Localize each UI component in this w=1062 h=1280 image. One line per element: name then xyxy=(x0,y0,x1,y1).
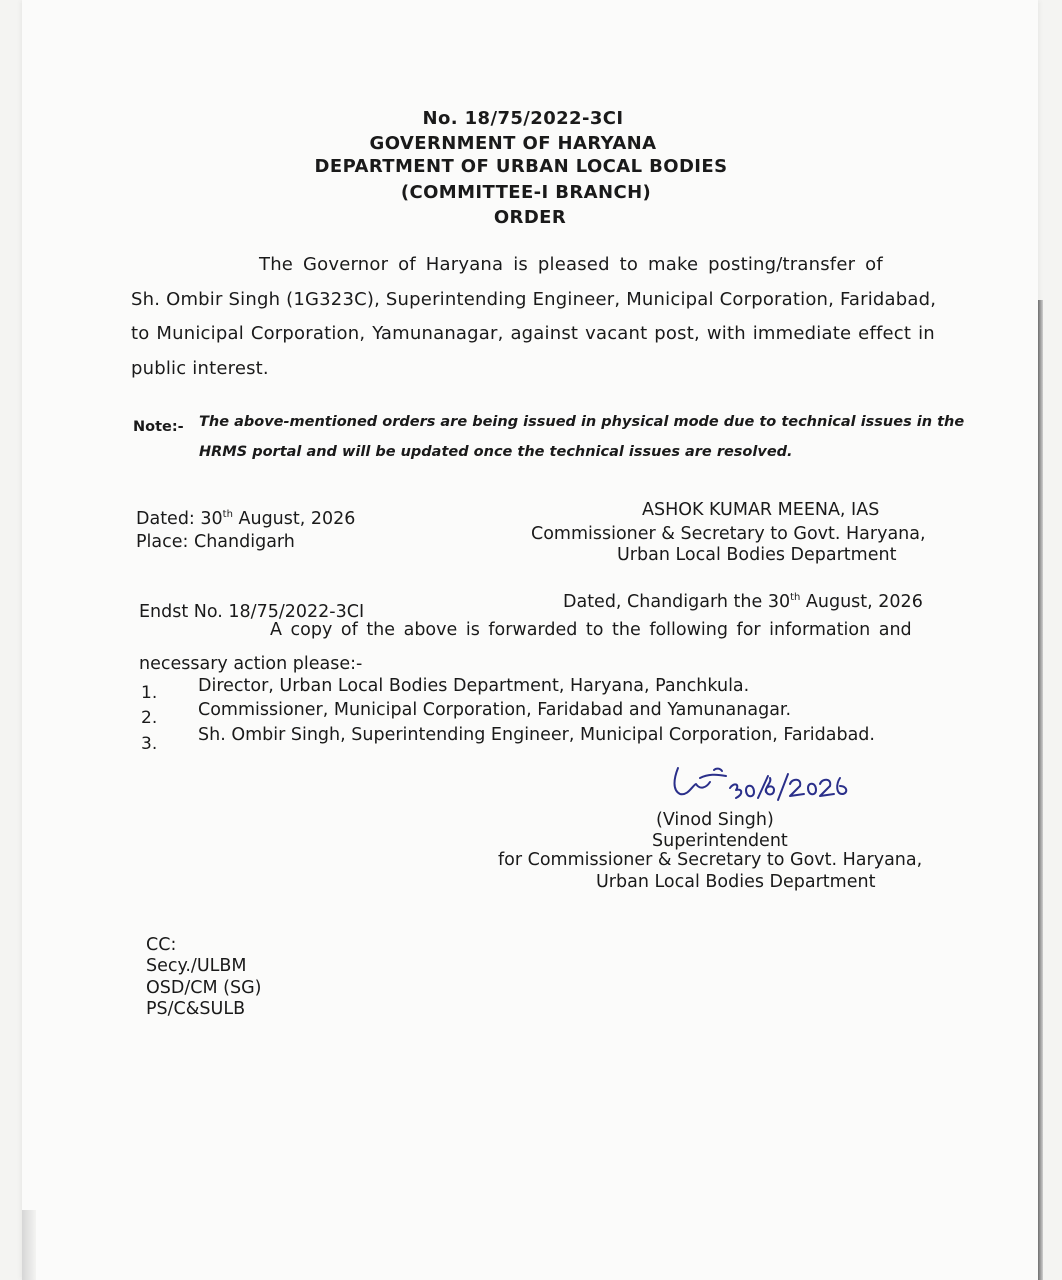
endorser-department: Urban Local Bodies Department xyxy=(596,872,876,892)
endorsement-intro-2: necessary action please:- xyxy=(139,654,363,674)
government-title: GOVERNMENT OF HARYANA xyxy=(369,133,657,154)
signatory-department: Urban Local Bodies Department xyxy=(617,545,897,565)
recipient-number: 1. xyxy=(141,683,158,703)
recipient-text: Director, Urban Local Bodies Department, Haryana, Panchkula. xyxy=(198,676,750,696)
page-corner-shadow xyxy=(22,1210,36,1280)
endorsement-number: Endst No. 18/75/2022-3CI xyxy=(139,602,365,622)
signatory-designation: Commissioner & Secretary to Govt. Haryana, xyxy=(531,524,926,544)
dated-line: Dated: 30th August, 2026 xyxy=(136,509,356,529)
endorser-name: (Vinod Singh) xyxy=(656,810,774,830)
order-line-3: to Municipal Corporation, Yamunanagar, against vacant post, with immediate effect in xyxy=(131,323,935,344)
document-title: ORDER xyxy=(493,207,567,228)
note-line-2: HRMS portal and will be updated once the technical issues are resolved. xyxy=(199,444,793,460)
cc-item: Secy./ULBM xyxy=(146,956,247,976)
branch-title: (COMMITTEE-I BRANCH) xyxy=(400,182,652,203)
note-line-1: The above-mentioned orders are being issued in physical mode due to technical issues in the xyxy=(199,414,965,430)
recipient-number: 3. xyxy=(141,734,158,754)
order-line-1: The Governor of Haryana is pleased to make posting/transfer of xyxy=(259,254,883,275)
endorser-for-line: for Commissioner & Secretary to Govt. Haryana, xyxy=(498,850,923,870)
cc-item: OSD/CM (SG) xyxy=(146,978,262,998)
order-number: No. 18/75/2022-3CI xyxy=(422,108,624,129)
endorsement-date: Dated, Chandigarh the 30th August, 2026 xyxy=(563,592,923,612)
signatory-name: ASHOK KUMAR MEENA, IAS xyxy=(642,500,880,520)
cc-label: CC: xyxy=(146,935,177,955)
recipient-number: 2. xyxy=(141,708,158,728)
note-label: Note:- xyxy=(133,419,184,435)
endorsement-intro-1: A copy of the above is forwarded to the following for information and xyxy=(270,620,912,640)
place-line: Place: Chandigarh xyxy=(136,532,295,552)
order-line-2: Sh. Ombir Singh (1G323C), Superintending Engineer, Municipal Corporation, Faridabad, xyxy=(131,289,937,310)
endorser-title: Superintendent xyxy=(652,831,788,851)
order-line-4: public interest. xyxy=(131,358,269,379)
cc-item: PS/C&SULB xyxy=(146,999,246,1019)
recipient-text: Commissioner, Municipal Corporation, Faridabad and Yamunanagar. xyxy=(198,700,792,720)
department-title: DEPARTMENT OF URBAN LOCAL BODIES xyxy=(314,156,728,177)
page-edge-shadow xyxy=(1038,300,1043,1280)
recipient-text: Sh. Ombir Singh, Superintending Engineer, Municipal Corporation, Faridabad. xyxy=(198,725,875,745)
